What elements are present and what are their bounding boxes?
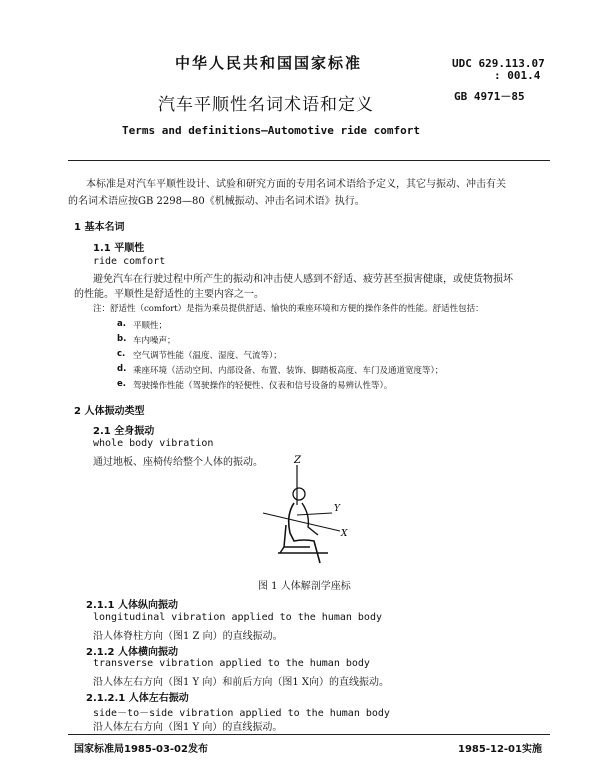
footer-divider [68,734,550,735]
arm-outline [302,503,318,535]
note-item-text: 平顺性； [133,321,168,331]
note-item-text: 车内噪声； [133,336,176,346]
section-2-1-def: 通过地板、座椅传给整个人体的振动。 [93,457,263,468]
udc-subcode: : 001.4 [494,69,541,82]
section-1-1-english: ride comfort [93,256,166,267]
section-2-1-english: whole body vibration [93,438,214,449]
intro-line-2: 的名词术语应按GB 2298—80《机械振动、冲击名词术语》执行。 [68,196,365,207]
section-2-heading: 2 人体振动类型 [74,406,145,417]
gb-standard-number: GB 4971－85 [454,90,525,103]
x-axis-back [263,513,297,521]
human-body-coordinate-figure [250,455,380,570]
intro-line-1: 本标准是对汽车平顺性设计、试验和研究方面的专用名词术语给予定义，其它与振动、冲击有关 [86,179,506,190]
section-1-1-def-line-2: 的性能。平顺性是舒适性的主要内容之一。 [74,289,264,300]
note-item-text: 乘座环境（活动空间、内部设备、布置、装饰、脚踏板高度、车门及通道宽度等）； [133,366,444,376]
z-axis-label: Z [294,455,301,466]
section-2-1-2-1-def: 沿人体左右方向（图1 Y 向）的直线振动。 [93,722,283,733]
document-title-english: Terms and definitions—Automotive ride comfort [122,124,421,137]
note-item-text: 驾驶操作性能（驾驶操作的轻便性、仪表和信号设备的易辨认性等）。 [133,381,393,391]
section-2-1-2-1-english: side－to－side vibration applied to the human body [93,708,390,719]
udc-code: UDC 629.113.07 [452,57,545,70]
section-2-1-1-def: 沿人体脊柱方向（图1 Z 向）的直线振动。 [93,631,283,642]
note-item-key: a. [117,319,126,329]
note-item-key: e. [117,379,126,389]
section-2-1-1-heading: 2.1.1 人体纵向振动 [86,600,178,611]
section-2-1-heading: 2.1 全身振动 [93,426,155,437]
header-divider [68,160,550,161]
section-2-1-2-heading: 2.1.2 人体横向振动 [86,647,178,658]
seat-outline [280,525,310,553]
head-outline [293,488,305,500]
comfort-note: 注：舒适性（comfort）是指为乘员提供舒适、愉快的乘座环境和方便的操作条件的性能。舒适性包括： [93,304,484,314]
section-2-1-1-english: longitudinal vibration applied to the human body [93,612,382,623]
section-1-heading: 1 基本名词 [74,222,125,233]
section-2-1-2-def: 沿人体左右方向（图1 Y 向）和前后方向（图1 X向）的直线振动。 [93,677,389,688]
y-axis [297,513,332,515]
figure-caption: 图 1 人体解剖学座标 [258,581,351,592]
section-2-1-2-1-heading: 2.1.2.1 人体左右振动 [86,693,189,704]
note-item-key: b. [117,334,127,344]
section-2-1-2-english: transverse vibration applied to the human body [93,658,370,669]
x-axis-label: X [341,529,348,539]
document-title: 汽车平顺性名词术语和定义 [158,95,374,115]
note-item-text: 空气调节性能（温度、湿度、气流等）； [133,351,282,361]
section-1-1-def-line-1: 避免汽车在行驶过程中所产生的振动和冲击使人感到不舒适、疲劳甚至损害健康，或使货物损坏 [93,274,513,285]
y-axis-label: Y [334,504,340,514]
issue-date: 国家标准局1985-03-02发布 [74,744,208,755]
effective-date: 1985-12-01实施 [458,744,542,755]
x-axis [297,521,340,531]
issuing-country-heading: 中华人民共和国国家标准 [175,54,363,72]
note-item-key: d. [117,364,127,374]
note-item-key: c. [117,349,126,359]
section-1-1-heading: 1.1 平顺性 [93,243,145,254]
